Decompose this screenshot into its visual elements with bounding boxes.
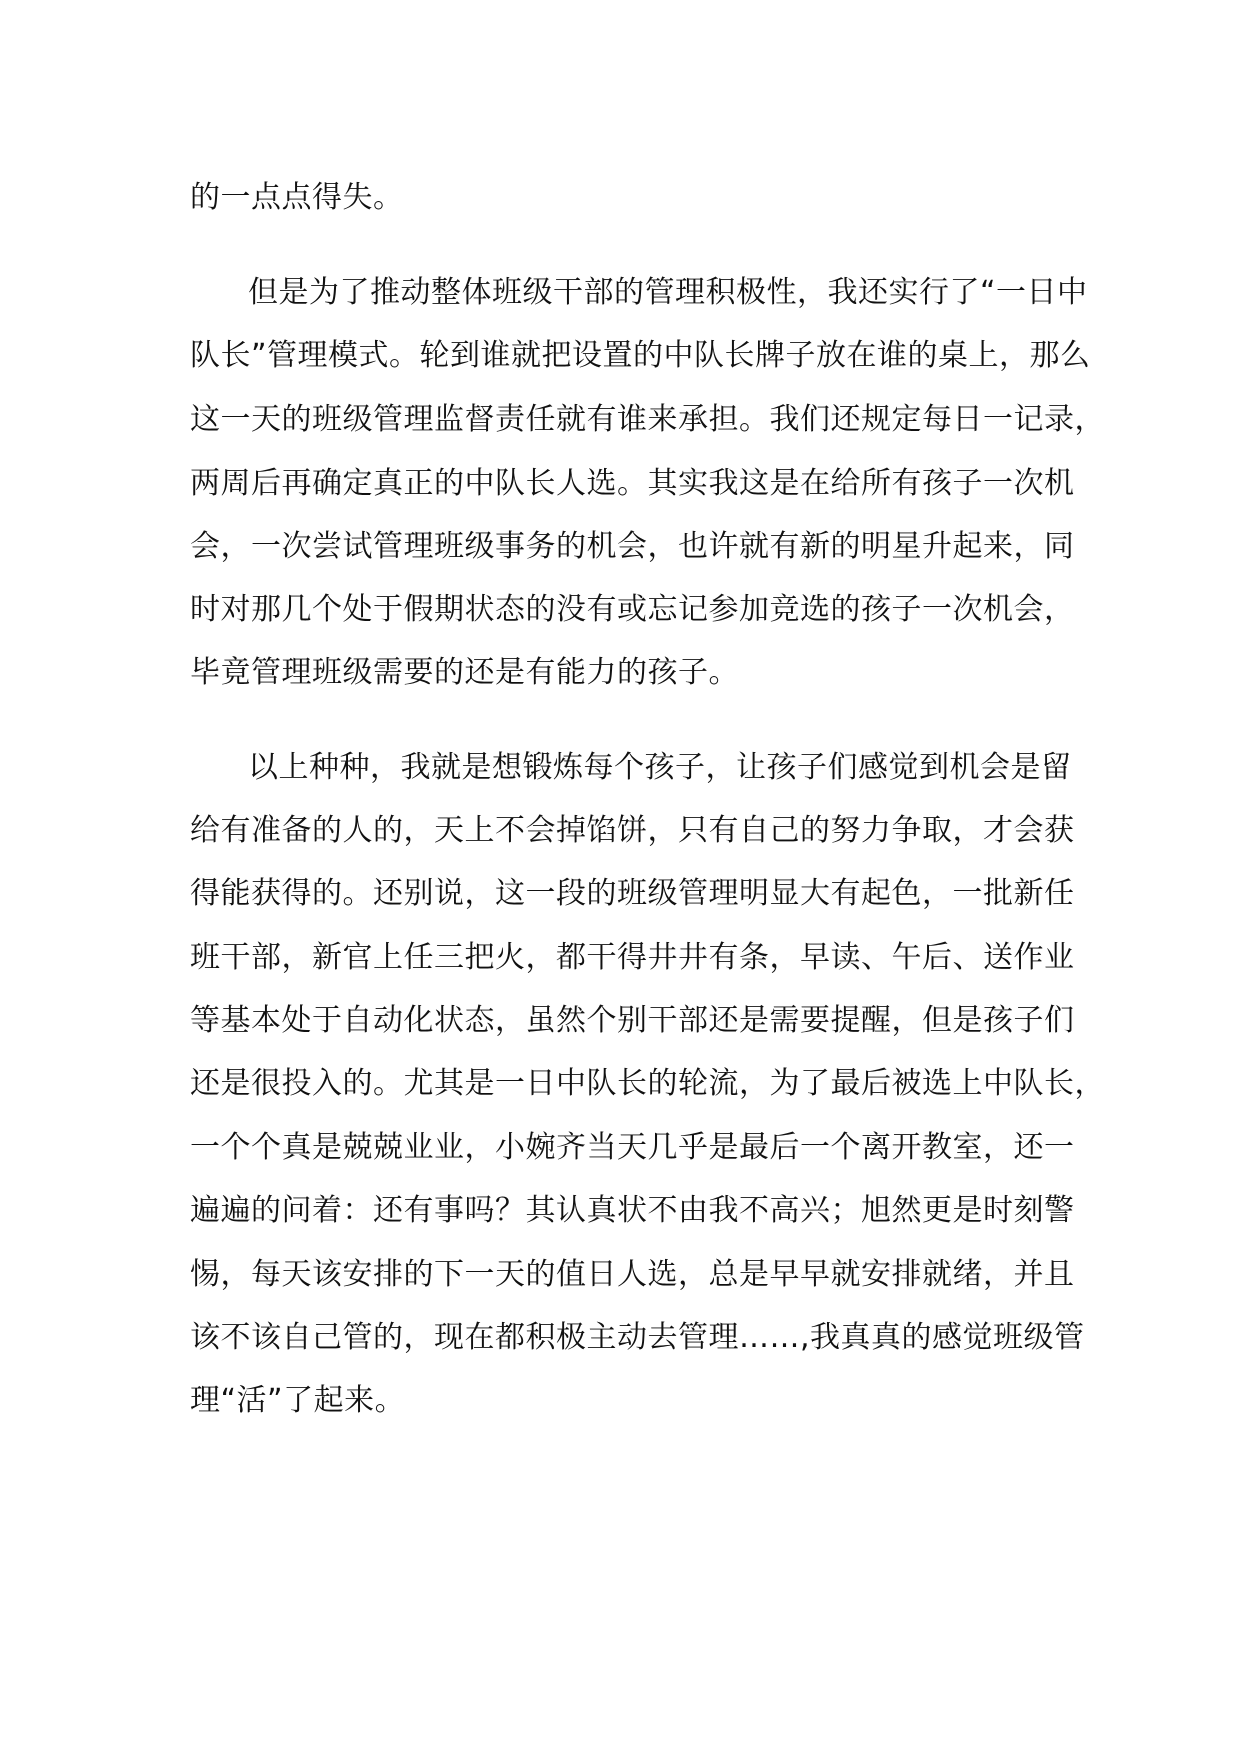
paragraph-3-line-4: 班干部，新官上任三把火，都干得井井有条，早读、午后、送作业 xyxy=(190,940,1075,975)
paragraph-3-line-8: 遍遍的问着：还有事吗？其认真状不由我不高兴；旭然更是时刻警 xyxy=(190,1193,1075,1228)
paragraph-2-line-6: 时对那几个处于假期状态的没有或忘记参加竞选的孩子一次机会， xyxy=(190,592,1075,627)
paragraph-3-line-5: 等基本处于自动化状态，虽然个别干部还是需要提醒，但是孩子们 xyxy=(190,1003,1075,1038)
paragraph-3-line-2: 给有准备的人的，天上不会掉馅饼，只有自己的努力争取，才会获 xyxy=(190,813,1075,848)
paragraph-2-line-2: 队长”管理模式。轮到谁就把设置的中队长牌子放在谁的桌上，那么 xyxy=(190,338,1091,373)
paragraph-2-line-1: 但是为了推动整体班级干部的管理积极性，我还实行了“一日中 xyxy=(248,275,1088,310)
paragraph-3-line-3: 得能获得的。还别说，这一段的班级管理明显大有起色，一批新任 xyxy=(190,876,1075,911)
paragraph-2-line-5: 会，一次尝试管理班级事务的机会，也许就有新的明星升起来，同 xyxy=(190,529,1075,564)
paragraph-3-line-1: 以上种种，我就是想锻炼每个孩子，让孩子们感觉到机会是留 xyxy=(248,750,1072,785)
paragraph-2-line-7: 毕竟管理班级需要的还是有能力的孩子。 xyxy=(190,655,739,690)
paragraph-2-line-4: 两周后再确定真正的中队长人选。其实我这是在给所有孩子一次机 xyxy=(190,466,1075,501)
paragraph-2-line-3: 这一天的班级管理监督责任就有谁来承担。我们还规定每日一记录， xyxy=(190,402,1105,437)
paragraph-3-line-10: 该不该自己管的，现在都积极主动去管理……,我真真的感觉班级管 xyxy=(190,1320,1085,1355)
paragraph-3-line-7: 一个个真是兢兢业业，小婉齐当天几乎是最后一个离开教室，还一 xyxy=(190,1130,1075,1165)
paragraph-3-line-11: 理“活”了起来。 xyxy=(190,1383,406,1418)
paragraph-1-line-1: 的一点点得失。 xyxy=(190,180,404,215)
paragraph-3-line-9: 惕，每天该安排的下一天的值日人选，总是早早就安排就绪，并且 xyxy=(190,1257,1075,1292)
paragraph-3-line-6: 还是很投入的。尤其是一日中队长的轮流，为了最后被选上中队长， xyxy=(190,1066,1105,1101)
